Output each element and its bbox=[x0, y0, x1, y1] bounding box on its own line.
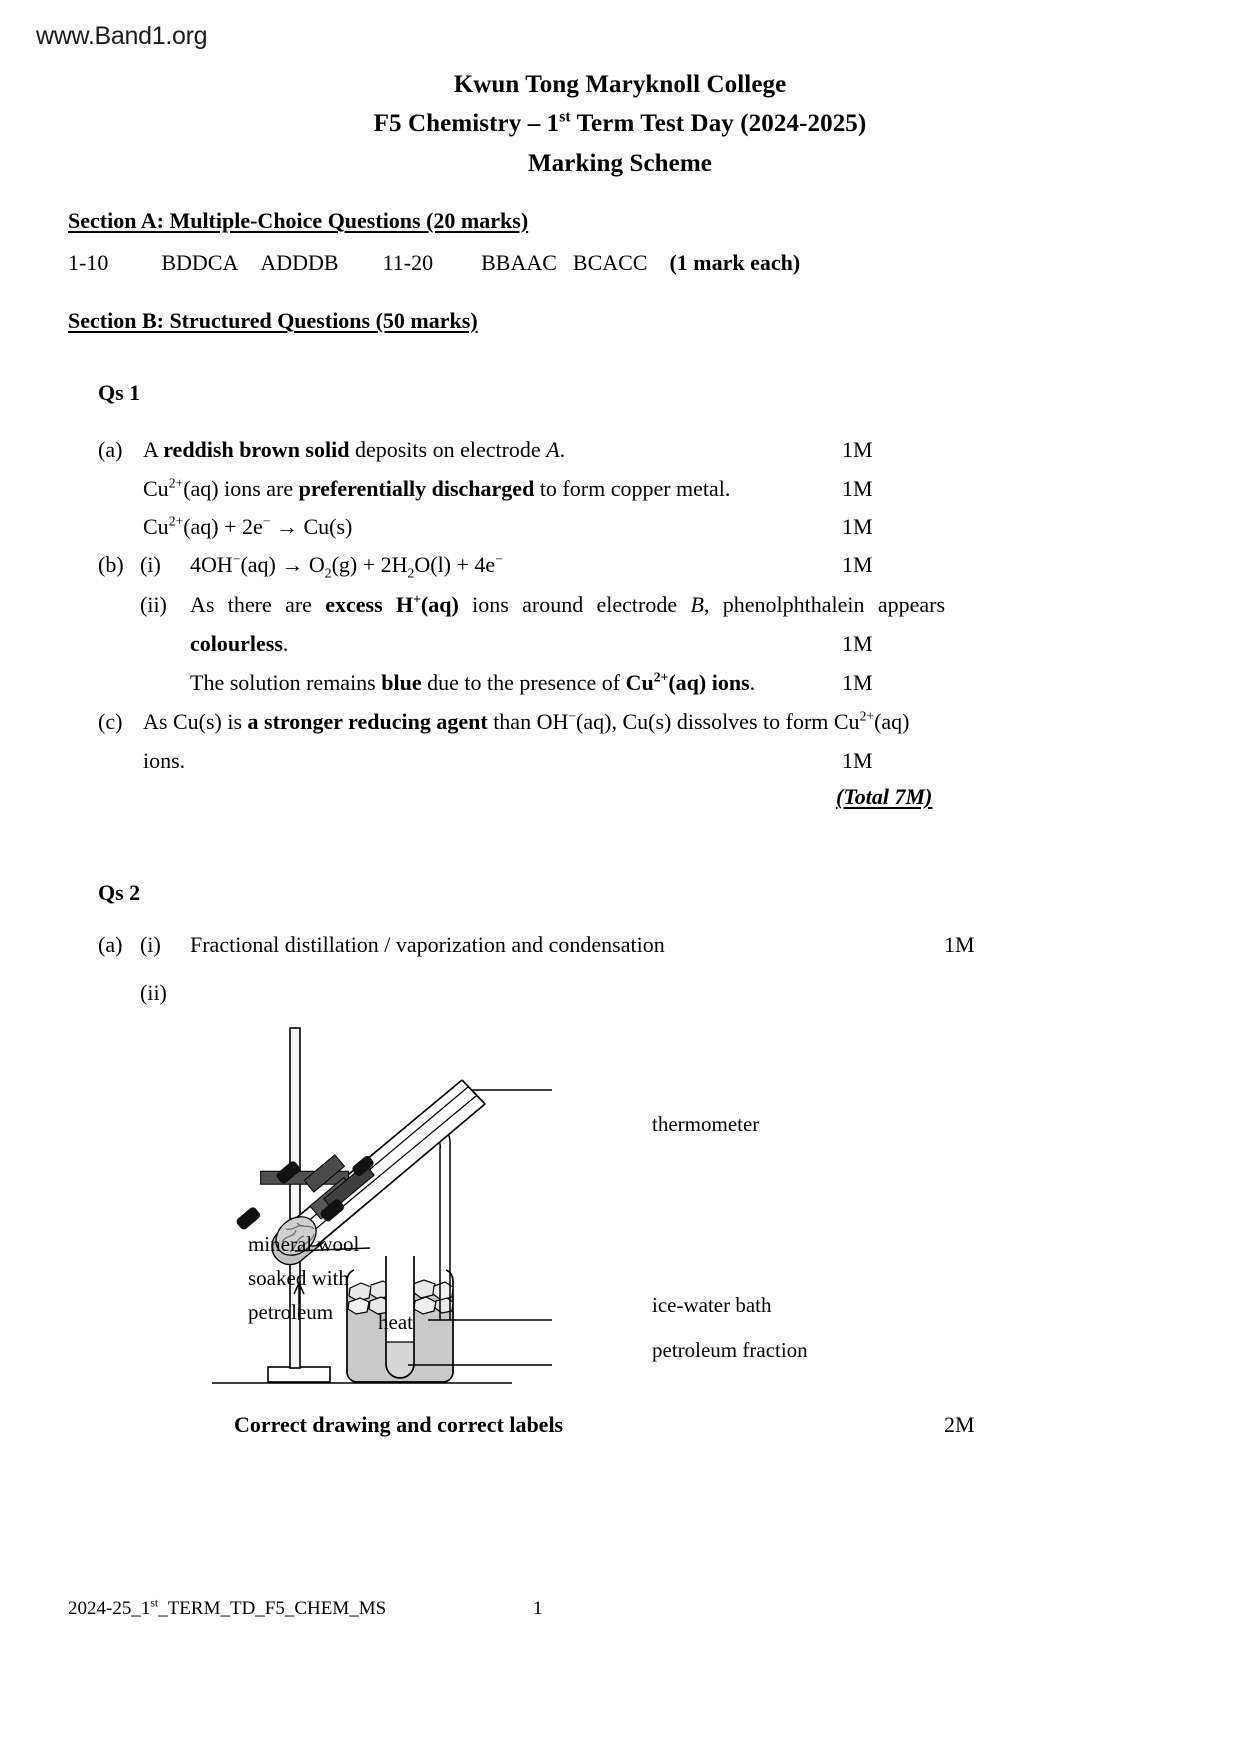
q1-a-line-3-marks: 1M bbox=[842, 514, 873, 539]
q1-c-pre: As Cu(s) is bbox=[143, 709, 248, 734]
q2-a-i-tag: (i) bbox=[140, 932, 161, 957]
label-thermometer: thermometer bbox=[652, 1112, 760, 1136]
question-1-label: Qs 1 bbox=[98, 380, 141, 405]
footer-page-number: 1 bbox=[533, 1598, 543, 1619]
q1-b-i-marks: 1M bbox=[842, 552, 873, 577]
q1-b-ii-post: , phenolphthalein appears bbox=[703, 592, 945, 617]
footer-file-pre: 2024-25_1 bbox=[68, 1598, 151, 1619]
q1-b-ii-line-1 bbox=[190, 592, 945, 618]
q1-b-ii-l3-mid: due to the presence of bbox=[421, 670, 626, 695]
label-mineral-wool-line1: mineral wool bbox=[248, 1232, 360, 1256]
q1-b-ii-l3-blue: blue bbox=[381, 670, 422, 695]
question-2-label: Qs 2 bbox=[98, 880, 141, 905]
q1-b-ii-mid: ions around electrode bbox=[458, 592, 691, 617]
q1-part-b-tag: (b) bbox=[98, 552, 124, 577]
q1-a-line-2-marks: 1M bbox=[842, 476, 873, 501]
label-mineral-wool-line2: soaked with bbox=[248, 1266, 349, 1290]
q1-b-ii-electrode: B bbox=[690, 592, 704, 617]
q1-a-l2-post: to form copper metal. bbox=[534, 476, 731, 501]
q1-a-l1-bold: reddish brown solid bbox=[163, 437, 350, 462]
q1-b-ii-line-3-marks: 1M bbox=[842, 670, 873, 695]
q1-b-ii-pre: As there are bbox=[190, 592, 326, 617]
q1-b-ii-tag: (ii) bbox=[140, 592, 167, 617]
q1-a-l2-bold: preferentially discharged bbox=[298, 476, 535, 501]
q1-a-line-3: $Cu^{2+}(aq) + 2e^- \to Cu(s)$ bbox=[143, 513, 353, 539]
q2-part-a-tag: (a) bbox=[98, 932, 123, 957]
q1-b-ii-l3-post: . bbox=[749, 670, 756, 695]
q1-a-l1-post: . bbox=[559, 437, 566, 462]
q1-b-ii-line-2 bbox=[190, 631, 288, 657]
page-title-exam bbox=[0, 110, 1240, 138]
q1-a-l1-mid: deposits on electrode bbox=[349, 437, 547, 462]
footer-file-post: _TERM_TD_F5_CHEM_MS bbox=[158, 1598, 387, 1619]
mcq-answer-row bbox=[68, 250, 800, 276]
label-ice-water-bath: ice-water bath bbox=[652, 1293, 772, 1317]
q1-c-line-2: ions. bbox=[143, 748, 186, 773]
q1-a-line-1-marks: 1M bbox=[842, 437, 873, 462]
page-title-doctype: Marking Scheme bbox=[527, 150, 713, 177]
q1-b-ii-line-2-marks: 1M bbox=[842, 631, 873, 656]
mcq-range-1: 1-10 bbox=[68, 250, 109, 275]
q1-b-ii-l3-ion: $Cu^{2+}(aq)$ ions bbox=[625, 669, 750, 695]
q1-b-ii-colourless: colourless bbox=[190, 631, 283, 656]
q1-b-i-equation: $4OH^-(aq) \to O_2(g) + 2H_2O(l) + 4e^-$ bbox=[190, 551, 503, 581]
q1-a-line-1 bbox=[143, 437, 565, 463]
q2-a-i-text: Fractional distillation / vaporization and condensation bbox=[190, 932, 665, 957]
mcq-answers-2b: BCACC bbox=[572, 250, 648, 275]
q1-c-marks: 1M bbox=[842, 748, 873, 773]
q1-a-l2-pre: Cu bbox=[143, 476, 169, 501]
q1-b-ii-line-3 bbox=[190, 670, 755, 696]
exam-line-post: Term Test Day (2024-2025) bbox=[570, 110, 867, 137]
mcq-answers-1b: ADDDB bbox=[260, 250, 339, 275]
mcq-marks-note: (1 mark each) bbox=[669, 250, 801, 275]
q1-a-line-2 bbox=[143, 476, 730, 502]
mcq-range-2: 11-20 bbox=[382, 250, 434, 275]
q1-b-ii-l2-post: . bbox=[282, 631, 289, 656]
q1-c-line-1 bbox=[143, 709, 953, 735]
mcq-answers-2a: BBAAC bbox=[481, 250, 557, 275]
q1-a-l2-mid: (aq) ions are bbox=[183, 476, 299, 501]
label-mineral-wool-line3: petroleum bbox=[248, 1300, 334, 1324]
q1-a-l2-charge: 2+ bbox=[168, 475, 184, 491]
q1-b-ii-bold: excess H+(aq) bbox=[325, 591, 459, 617]
q1-part-a-tag: (a) bbox=[98, 437, 123, 462]
label-heat: heat bbox=[378, 1310, 413, 1334]
footer-filename bbox=[68, 1598, 386, 1620]
q1-part-c-tag: (c) bbox=[98, 709, 123, 734]
q1-c-bold: a stronger reducing agent bbox=[247, 709, 488, 734]
retort-stand-base bbox=[268, 1367, 330, 1382]
page-title-school: Kwun Tong Maryknoll College bbox=[453, 71, 787, 98]
q1-total-marks: (Total 7M) bbox=[836, 784, 933, 809]
q1-b-ii-l3-pre: The solution remains bbox=[190, 670, 382, 695]
q1-b-i-tag: (i) bbox=[140, 552, 161, 577]
q2-drawing-marks: 2M bbox=[944, 1412, 975, 1437]
q1-a-l1-electrode: A bbox=[546, 437, 560, 462]
section-a-heading: Section A: Multiple-Choice Questions (20 marks) bbox=[68, 208, 529, 233]
q1-a-l1-pre: A bbox=[143, 437, 164, 462]
site-watermark: www.Band1.org bbox=[36, 22, 208, 50]
q2-a-i-marks: 1M bbox=[944, 932, 975, 957]
mcq-answers-1a: BDDCA bbox=[161, 250, 239, 275]
q2-a-ii-tag: (ii) bbox=[140, 980, 167, 1005]
exam-line-pre: F5 Chemistry – 1 bbox=[373, 110, 560, 137]
section-b-heading: Section B: Structured Questions (50 marks) bbox=[68, 308, 478, 333]
footer-file-ordinal: st bbox=[150, 1596, 159, 1610]
q1-c-post: than OH−(aq), Cu(s) dissolves to form $Cu^{2+}(aq)$ bbox=[487, 708, 910, 734]
q2-drawing-note: Correct drawing and correct labels bbox=[234, 1412, 564, 1437]
label-petroleum-fraction: petroleum fraction bbox=[652, 1338, 808, 1362]
distillation-apparatus-diagram bbox=[200, 1020, 880, 1420]
exam-line-ordinal: st bbox=[559, 108, 571, 126]
